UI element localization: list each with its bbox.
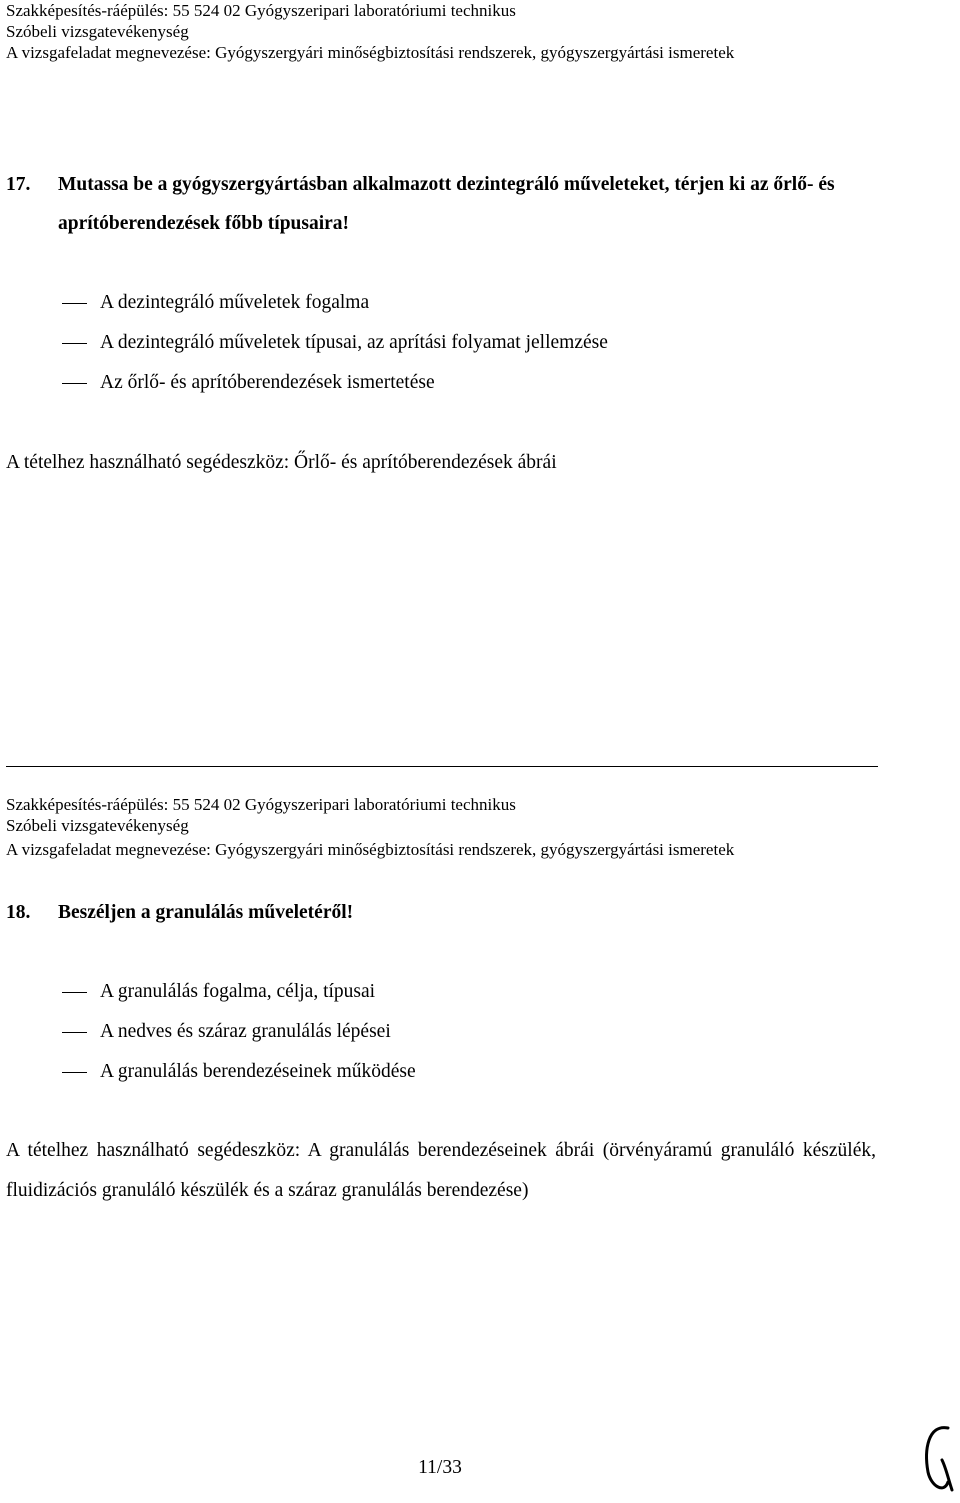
bullet-text: A dezintegráló műveletek típusai, az aprítási folyamat jellemzése xyxy=(100,332,608,353)
signature-mark xyxy=(918,1420,958,1500)
header-divider xyxy=(6,766,878,767)
dash-icon xyxy=(62,1032,87,1033)
bullet-text: A nedves és száraz granulálás lépései xyxy=(100,1021,391,1042)
bullet-text: A granulálás fogalma, célja, típusai xyxy=(100,981,376,1002)
question-17-bullet-list xyxy=(62,283,608,403)
dash-icon xyxy=(62,1072,87,1073)
dash-icon xyxy=(62,992,87,993)
list-item xyxy=(62,323,608,363)
question-18-text: Beszéljen a granulálás műveletéről! xyxy=(58,902,354,923)
question-18-bullet-list xyxy=(62,972,416,1092)
list-item xyxy=(62,363,608,403)
header-activity: Szóbeli vizsgatevékenység xyxy=(6,816,189,835)
header-qualification: Szakképesítés-ráépülés: 55 524 02 Gyógyszeripari laboratóriumi technikus xyxy=(6,1,516,20)
page-number: 11/33 xyxy=(418,1457,462,1478)
dash-icon xyxy=(62,303,87,304)
header-task-name: A vizsgafeladat megnevezése: Gyógyszergyári minőségbiztosítási rendszerek, gyógyszergyártási ismeretek xyxy=(6,43,735,62)
bullet-text: A dezintegráló műveletek fogalma xyxy=(100,292,370,313)
list-item xyxy=(62,1012,416,1052)
question-17-text: Mutassa be a gyógyszergyártásban alkalmazott dezintegráló műveleteket, térjen ki az őrlő- és aprítóberendezések főbb típusaira! xyxy=(58,174,835,234)
question-18-number: 18. xyxy=(6,902,31,923)
list-item xyxy=(62,283,608,323)
question-17-number: 17. xyxy=(6,174,31,195)
section-header xyxy=(6,794,734,860)
dash-icon xyxy=(62,383,87,384)
header-activity: Szóbeli vizsgatevékenység xyxy=(6,22,189,41)
question-17-aid: A tételhez használható segédeszköz: Őrlő- és aprítóberendezések ábrái xyxy=(6,452,557,473)
list-item xyxy=(62,972,416,1012)
header-task-name: A vizsgafeladat megnevezése: Gyógyszergyári minőségbiztosítási rendszerek, gyógyszergyártási ismeretek xyxy=(6,840,735,859)
bullet-text: Az őrlő- és aprítóberendezések ismertetése xyxy=(100,372,435,393)
bullet-text: A granulálás berendezéseinek működése xyxy=(100,1061,416,1082)
dash-icon xyxy=(62,343,87,344)
list-item xyxy=(62,1052,416,1092)
question-18-aid: A tételhez használható segédeszköz: A granulálás berendezéseinek ábrái (örvényáramú granuláló készülék, fluidizációs granuláló készülék és a száraz granulálás berendezése) xyxy=(6,1140,876,1201)
header-qualification: Szakképesítés-ráépülés: 55 524 02 Gyógyszeripari laboratóriumi technikus xyxy=(6,795,516,814)
page-header xyxy=(6,0,734,63)
